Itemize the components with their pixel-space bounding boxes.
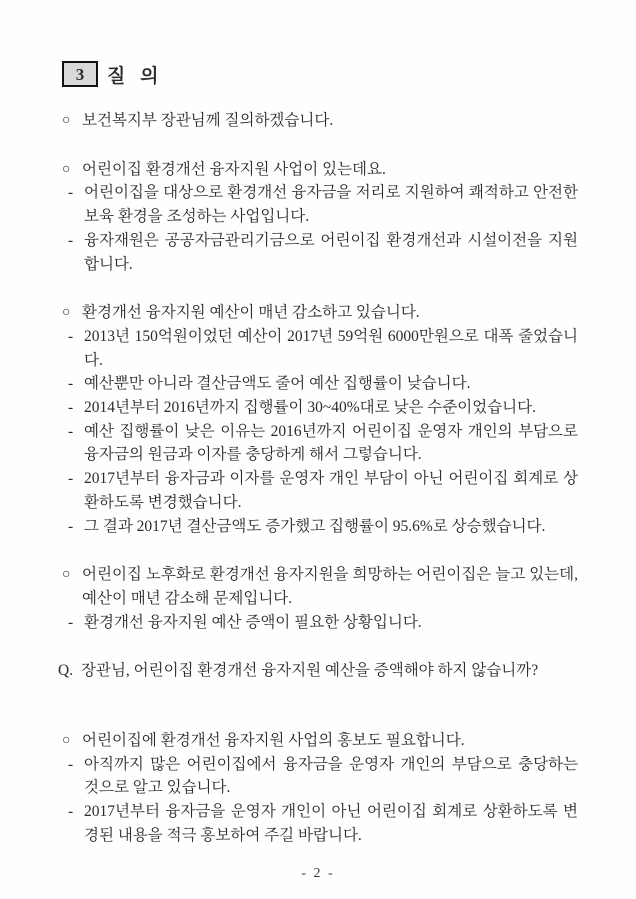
item-text: 2014년부터 2016년까지 집행률이 30~40%대로 낮은 수준이었습니다. xyxy=(84,399,536,417)
circle-bullet: ○ xyxy=(62,161,71,177)
dash-bullet: - xyxy=(68,517,74,535)
item-text: 그 결과 2017년 결산금액도 증가했고 집행률이 95.6%로 상승했습니다. xyxy=(84,517,546,535)
list-item xyxy=(62,563,578,610)
list-item xyxy=(68,396,578,420)
section-number-box xyxy=(62,61,98,87)
section-header xyxy=(62,60,578,88)
section-number: 3 xyxy=(75,64,85,84)
item-text: 보건복지부 장관님께 질의하겠습니다. xyxy=(82,112,334,129)
list-item xyxy=(68,229,578,276)
dash-bullet: - xyxy=(68,327,74,345)
list-item xyxy=(62,301,578,325)
circle-bullet: ○ xyxy=(62,113,71,128)
dash-bullet: - xyxy=(68,375,74,393)
circle-bullet: ○ xyxy=(62,305,71,321)
list-item xyxy=(62,158,578,182)
dash-bullet: - xyxy=(68,755,74,773)
item-text: 2017년부터 융자금을 운영자 개인이 아닌 어린이집 회계로 상환하도록 변경된 내용을 적극 홍보하여 주길 바랍니다. xyxy=(84,803,578,844)
list-item xyxy=(68,372,578,396)
list-item xyxy=(62,109,578,133)
item-text: 2017년부터 융자금과 이자를 운영자 개인 부담이 아닌 어린이집 회계로 상환하도록 변경했습니다. xyxy=(84,470,578,511)
list-item xyxy=(68,325,578,372)
item-text: 2013년 150억원이었던 예산이 2017년 59억원 6000만원으로 대폭 줄었습니다. xyxy=(84,327,578,369)
item-text: 예산뿐만 아니라 결산금액도 줄어 예산 집행률이 낮습니다. xyxy=(84,375,471,393)
item-text: 어린이집 환경개선 융자지원 사업이 있는데요. xyxy=(82,160,386,178)
item-text: 어린이집 노후화로 환경개선 융자지원을 희망하는 어린이집은 늘고 있는데, 예산이 매년 감소해 문제입니다. xyxy=(82,566,578,607)
list-item xyxy=(68,467,578,514)
dash-bullet: - xyxy=(68,231,74,249)
dash-bullet: - xyxy=(68,399,74,417)
item-text: 환경개선 융자지원 예산이 매년 감소하고 있습니다. xyxy=(82,304,420,322)
dash-bullet: - xyxy=(68,470,74,488)
question-marker: Q. xyxy=(58,662,74,680)
circle-bullet: ○ xyxy=(62,733,71,749)
dash-bullet: - xyxy=(68,613,74,631)
dash-bullet: - xyxy=(68,422,74,440)
list-item xyxy=(68,515,578,539)
list-item xyxy=(62,729,578,753)
item-text: 아직까지 많은 어린이집에서 융자금을 운영자 개인의 부담으로 충당하는 것으로 알고 있습니다. xyxy=(84,755,578,797)
item-text: 예산 집행률이 낮은 이유는 2016년까지 어린이집 운영자 개인의 부담으로 융자금의 원금과 이자를 충당하게 해서 그렇습니다. xyxy=(84,422,578,464)
list-item xyxy=(68,611,578,635)
dash-bullet: - xyxy=(68,184,74,202)
circle-bullet: ○ xyxy=(62,567,71,583)
list-item xyxy=(68,181,578,228)
list-item xyxy=(68,800,578,847)
dash-bullet: - xyxy=(68,803,74,821)
list-item xyxy=(68,753,578,800)
item-text: 환경개선 융자지원 예산 증액이 필요한 상황입니다. xyxy=(84,613,422,631)
item-text: 장관님, 어린이집 환경개선 융자지원 예산을 증액해야 하지 않습니까? xyxy=(81,662,539,680)
page-number: - 2 - xyxy=(301,866,335,881)
question-line xyxy=(58,659,578,683)
item-text: 어린이집에 환경개선 융자지원 사업의 홍보도 필요합니다. xyxy=(82,732,465,750)
item-text: 융자재원은 공공자금관리기금으로 어린이집 환경개선과 시설이전을 지원합니다. xyxy=(84,231,578,273)
item-text: 어린이집을 대상으로 환경개선 융자금을 저리로 지원하여 쾌적하고 안전한 보육 환경을 조성하는 사업입니다. xyxy=(84,184,578,226)
section-title: 질 의 xyxy=(107,65,164,87)
list-item xyxy=(68,420,578,467)
